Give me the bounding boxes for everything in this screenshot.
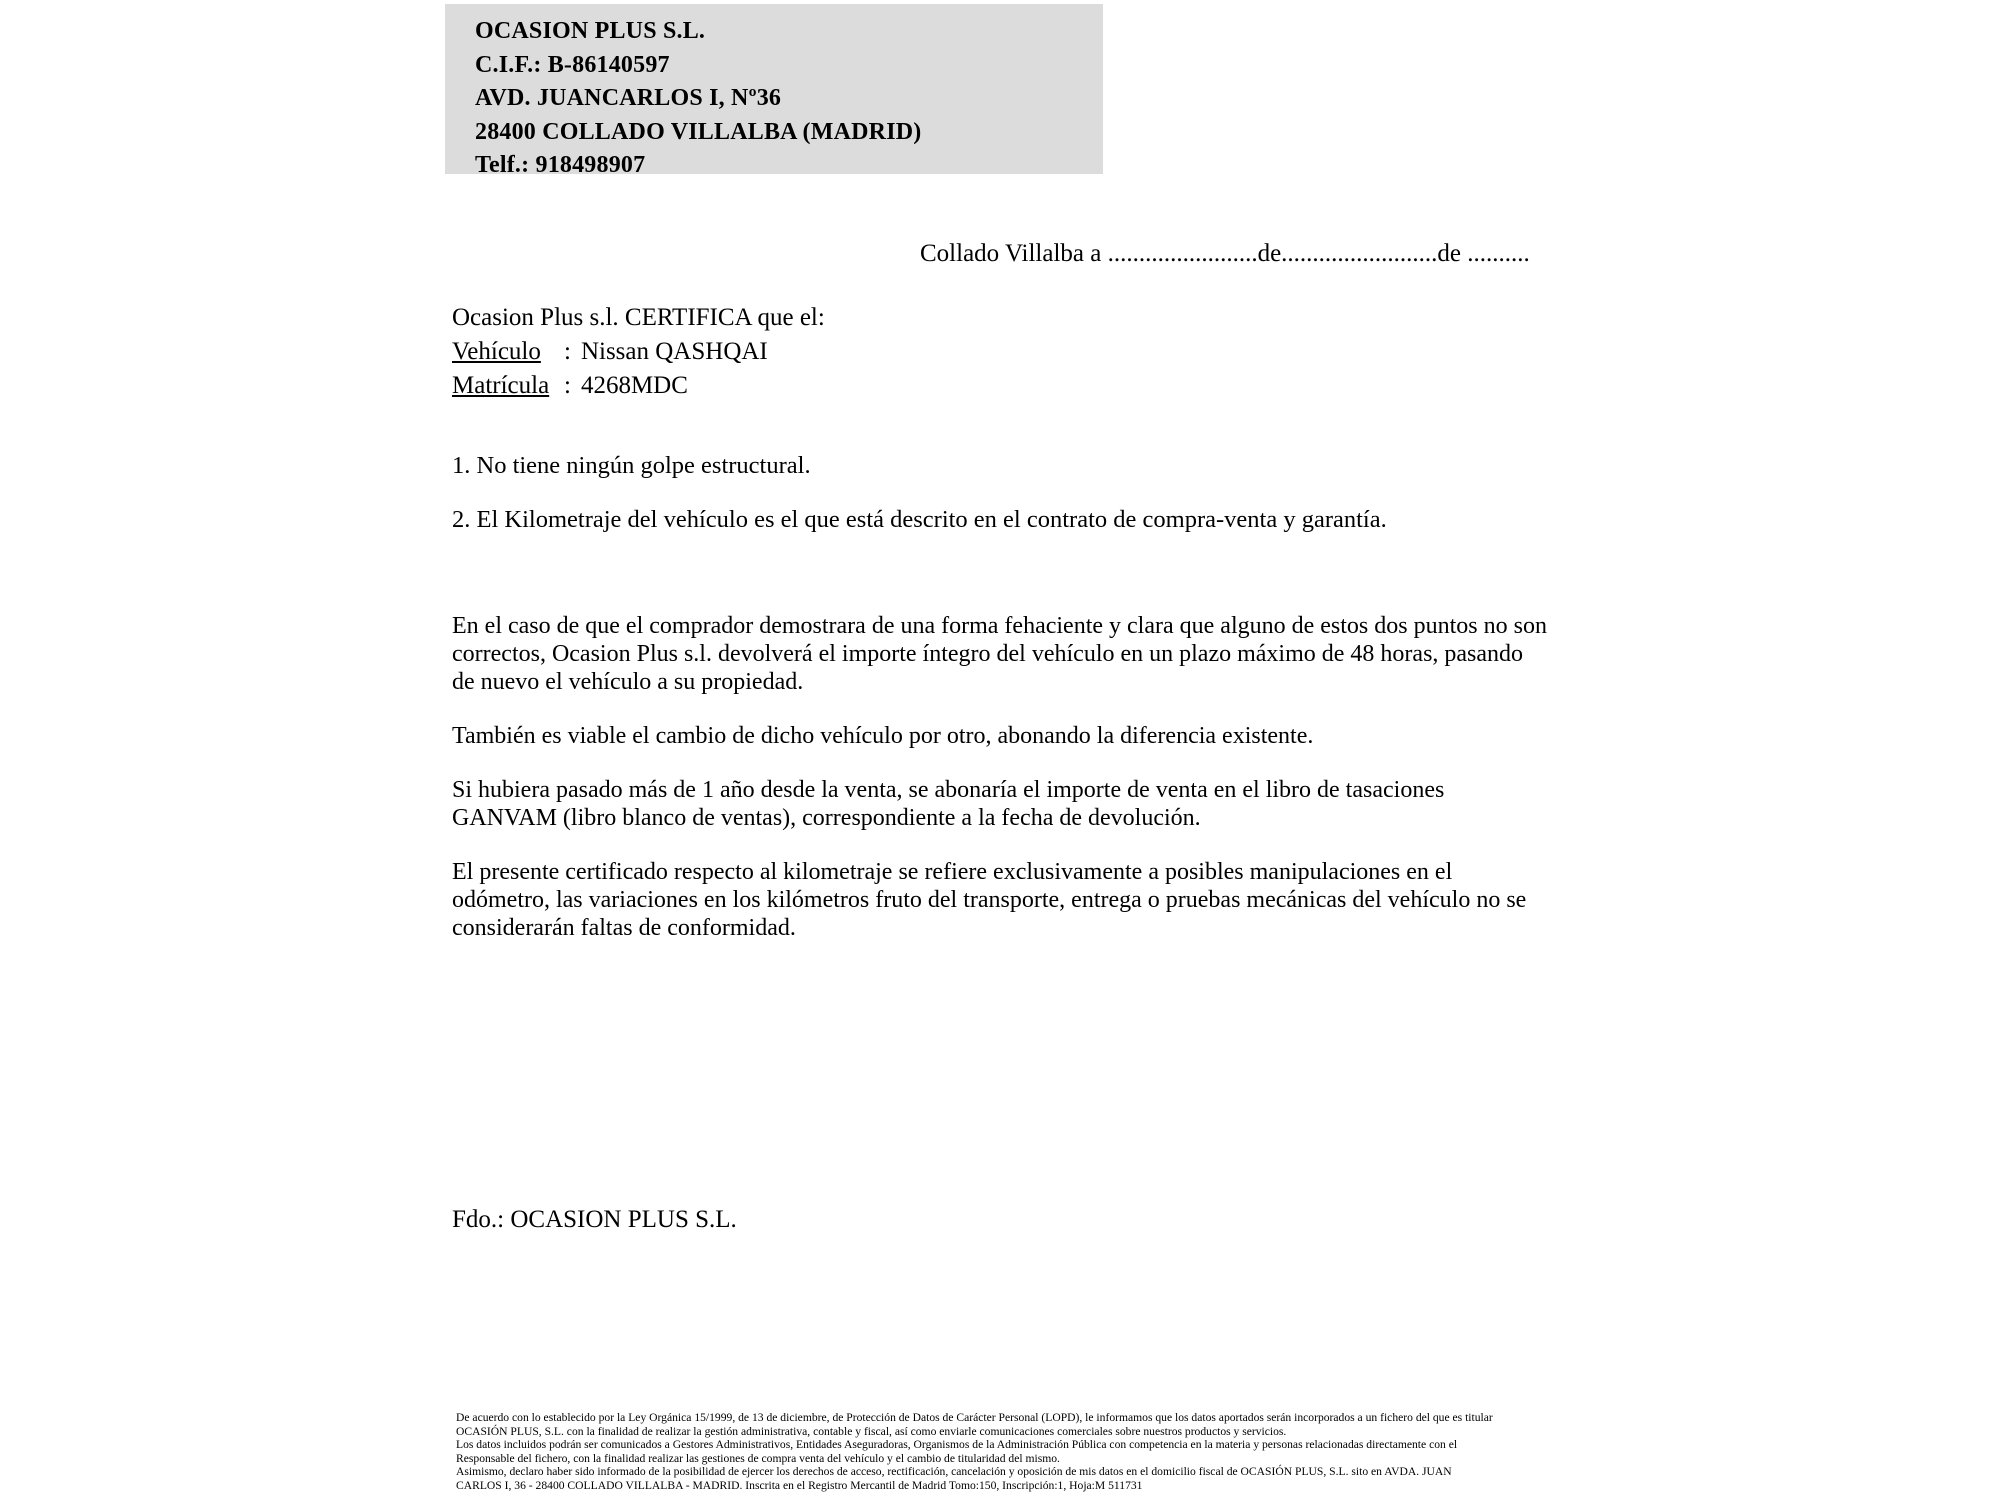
body-paragraph-exchange: También es viable el cambio de dicho vehículo por otro, abonando la diferencia existente. <box>452 723 1314 749</box>
body-paragraph-odometer: El presente certificado respecto al kilometraje se refiere exclusivamente a posibles manipulaciones en el odómetro, las variaciones en los kilómetros fruto del transporte, entrega o pruebas mecánicas del vehículo no se considerarán faltas de conformidad. <box>452 859 1527 941</box>
company-name: OCASION PLUS S.L. <box>475 18 706 44</box>
legal-footer-line: Los datos incluidos podrán ser comunicados a Gestores Administrativos, Entidades Aseguradoras, Organismos de la Administración Pública con competencia en la materia y personas relacionadas directamente con el <box>456 1438 1458 1451</box>
legal-footer-line: De acuerdo con lo establecido por la Ley Orgánica 15/1999, de 13 de diciembre, de Protección de Datos de Carácter Personal (LOPD), le informamos que los datos aportados serán incorporados a un fichero del que es titular <box>456 1411 1493 1424</box>
legal-footer-line: OCASIÓN PLUS, S.L. con la finalidad de realizar la gestión administrativa, contable y fiscal, así como enviarle comunicaciones comerciales sobre nuestros productos y servicios. <box>456 1424 1287 1438</box>
company-phone: Telf.: 918498907 <box>475 152 646 178</box>
date-blank-line: Collado Villalba a ........................de.........................de .......... <box>920 240 1530 267</box>
legal-footer-line: Responsable del fichero, con la finalidad realizar las gestiones de compra venta del vehículo y el cambio de titularidad del mismo. <box>456 1451 1060 1465</box>
legal-footer-line: Asimismo, declaro haber sido informado de la posibilidad de ejercer los derechos de acceso, rectificación, cancelación y oposición de mis datos en el domicilio fiscal de OCASIÓN PLUS, S.L. sito en AVDA. JUAN <box>456 1465 1452 1478</box>
body-paragraph-ganvam: Si hubiera pasado más de 1 año desde la venta, se abonaría el importe de venta en el libro de tasaciones GANVAM (libro blanco de ventas), correspondiente a la fecha de devolución. <box>452 777 1445 831</box>
certification-intro: Ocasion Plus s.l. CERTIFICA que el: <box>452 304 825 331</box>
body-paragraphs <box>452 612 1550 968</box>
signature-line: Fdo.: OCASION PLUS S.L. <box>452 1206 737 1233</box>
plate-field-value: 4268MDC <box>580 372 688 399</box>
plate-field-label: Matrícula <box>452 372 550 399</box>
certified-point-1: 1. No tiene ningún golpe estructural. <box>452 452 811 479</box>
legal-footer-line: CARLOS I, 36 - 28400 COLLADO VILLALBA - MADRID. Inscrita en el Registro Mercantil de Madrid Tomo:150, Inscripción:1, Hoja:M 511731 <box>456 1478 1143 1492</box>
company-cif: C.I.F.: B-86140597 <box>475 51 670 78</box>
company-header-box <box>445 4 1103 178</box>
vehicle-field <box>452 335 825 369</box>
company-city: 28400 COLLADO VILLALBA (MADRID) <box>475 118 922 145</box>
vehicle-field-separator: : <box>564 338 571 365</box>
company-address: AVD. JUANCARLOS I, Nº36 <box>475 85 782 111</box>
vehicle-field-label: Vehículo <box>452 338 541 365</box>
legal-footer <box>456 1411 1561 1492</box>
plate-field <box>452 369 825 403</box>
vehicle-field-value: Nissan QASHQAI <box>580 338 768 365</box>
plate-field-separator: : <box>564 372 571 399</box>
body-paragraph-refund: En el caso de que el comprador demostrara de una forma fehaciente y clara que alguno de estos dos puntos no son correctos, Ocasion Plus s.l. devolverá el importe íntegro del vehículo en un plazo máximo de 48 horas, pasando de nuevo el vehículo a su propiedad. <box>452 613 1547 695</box>
certified-point-2: 2. El Kilometraje del vehículo es el que está descrito en el contrato de compra-venta y garantía. <box>452 506 1387 533</box>
certification-block <box>452 301 825 403</box>
